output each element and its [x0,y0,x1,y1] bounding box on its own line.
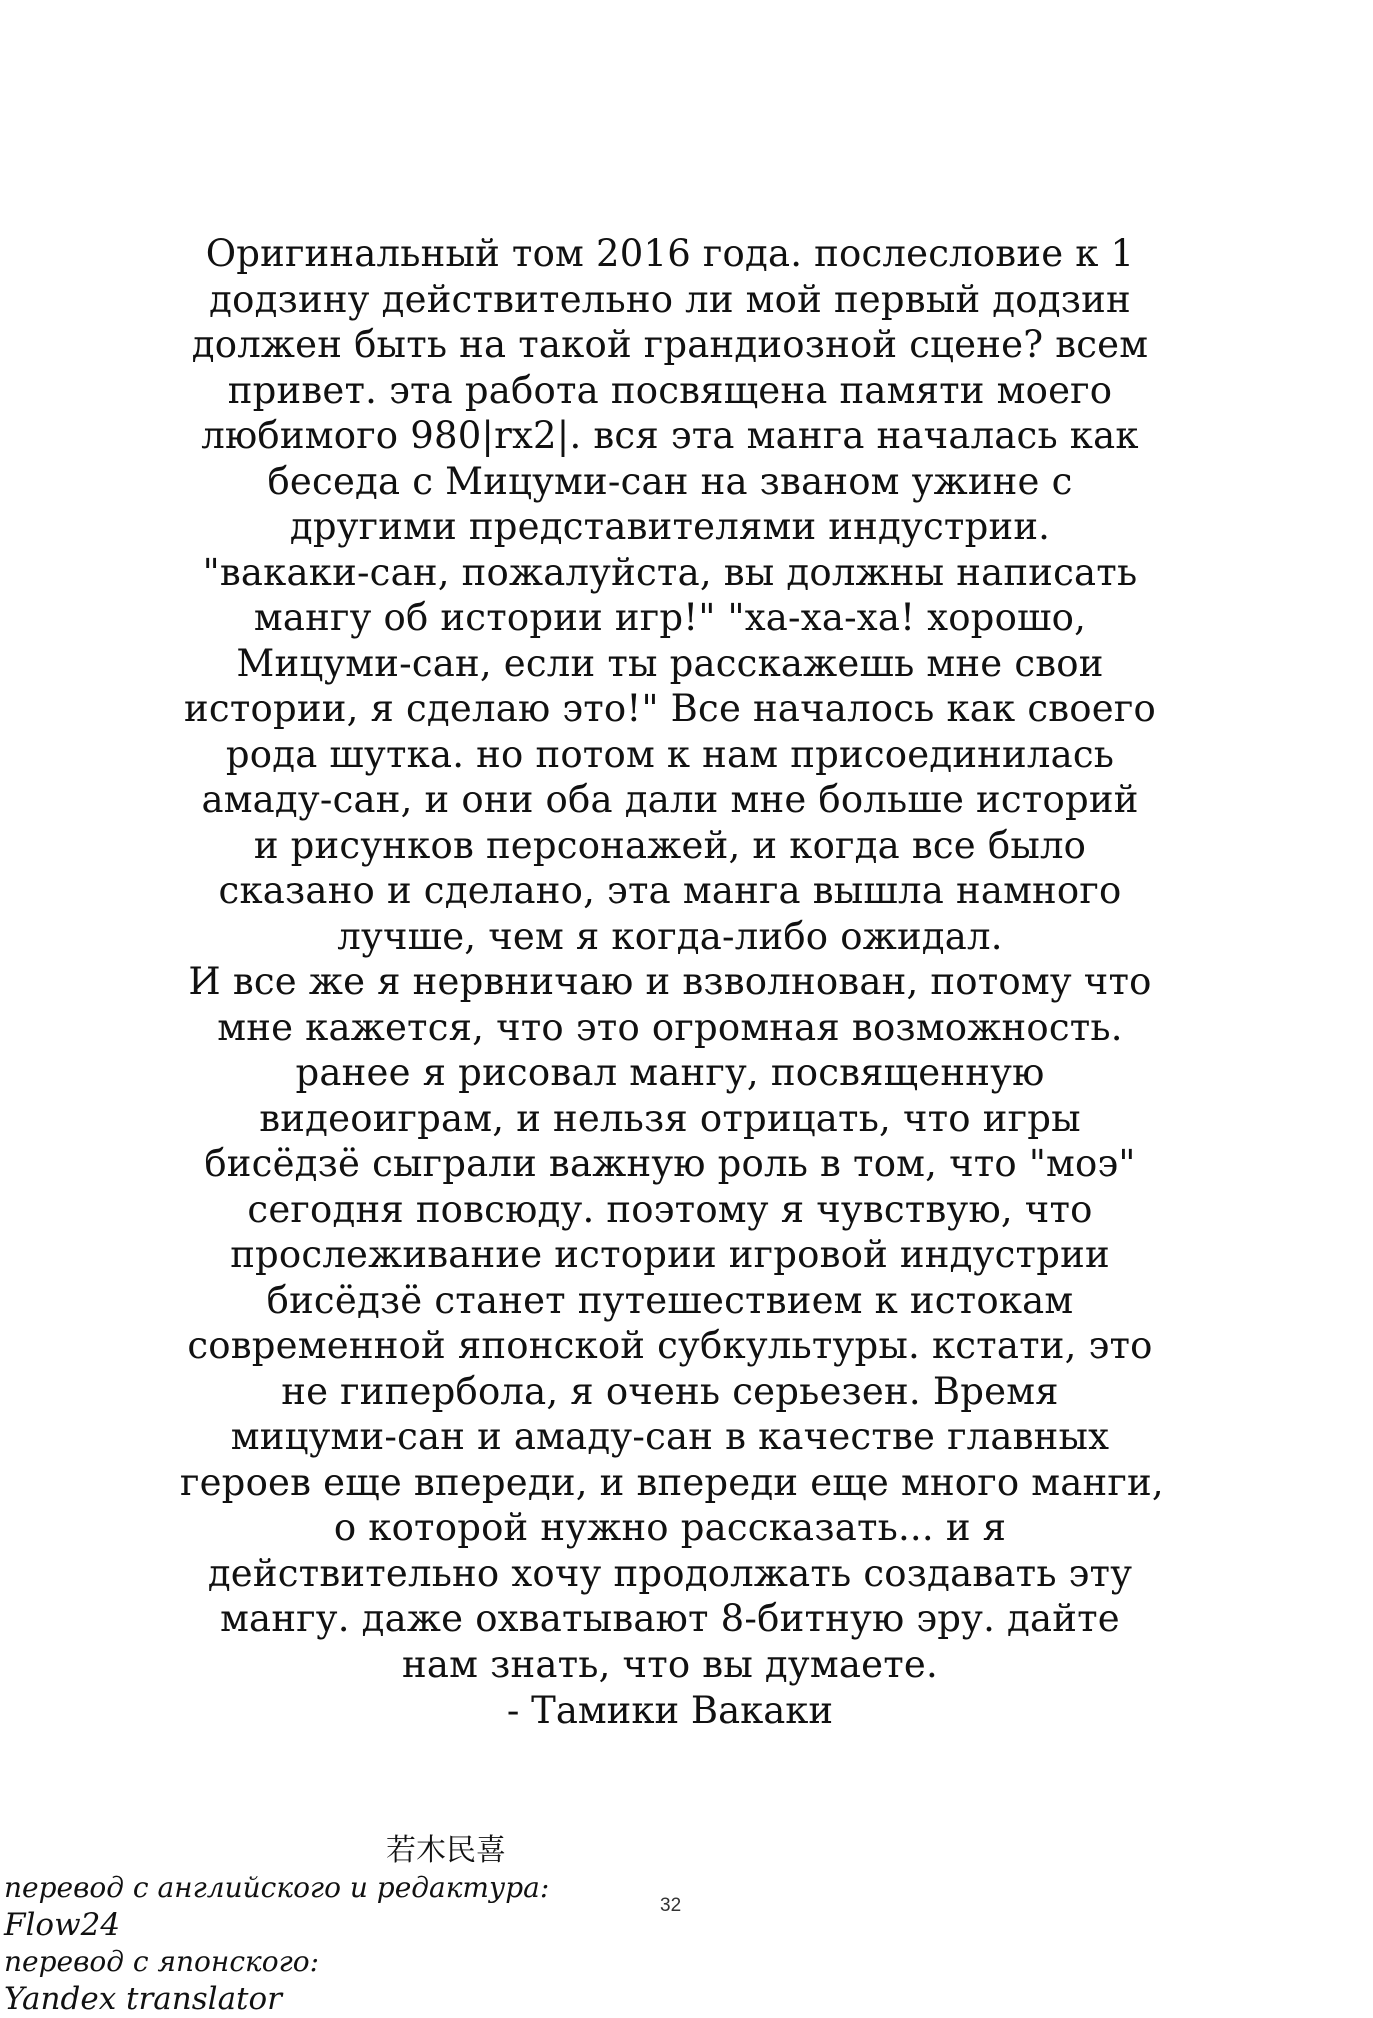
afterword-line: видеоиграм, и нельзя отрицать, что игры [259,1096,1081,1140]
afterword-line: мангу об истории игр!" "ха-ха-ха! хорошо, [253,596,1087,639]
author-signature: - Тамики Вакаки [506,1689,834,1732]
afterword-line: героев еще впереди, и впереди еще много манги, [180,1460,1164,1504]
afterword-line: и рисунков персонажей, и когда все было [253,823,1087,867]
japanese-translator-name: Yandex translator [4,1981,283,2017]
author-name-kanji: 若木民喜 [386,1833,506,1868]
afterword-line: беседа с Мицуми-сан на званом ужине с [267,459,1073,503]
afterword-line: "вакаки-сан, пожалуйста, вы должны написать [202,550,1138,594]
japanese-translation-label: перевод с японского: [4,1945,320,1978]
afterword-line: додзину действительно ли мой первый додзин [209,277,1131,321]
afterword-line: истории, я сделаю это!" Все началось как своего [184,687,1156,730]
afterword-line: бисёдзё станет путешествием к истокам [266,1278,1074,1322]
afterword-line: о которой нужно рассказать... и я [333,1506,1007,1549]
afterword-line: действительно хочу продолжать создавать эту [207,1551,1133,1595]
afterword-line: рода шутка. но потом к нам присоединилась [225,732,1115,776]
afterword-line: нам знать, что вы думаете. [402,1642,938,1686]
afterword-line: И все же я нервничаю и взволнован, потому что [188,960,1152,1003]
afterword-line: лучше, чем я когда-либо ожидал. [337,914,1003,958]
page-number: 32 [660,1895,682,1916]
afterword-line: ранее я рисовал мангу, посвященную [295,1051,1045,1094]
afterword-line: Оригинальный том 2016 года. послесловие к 1 [205,232,1135,275]
afterword-line: должен быть на такой грандиозной сцене? всем [191,323,1149,366]
afterword-line: любимого 980|rx2|. вся эта манга началась как [201,414,1139,457]
afterword-line: мицуми-сан и амаду-сан в качестве главных [230,1415,1110,1458]
english-translation-label: перевод с английского и редактура: [4,1871,550,1904]
afterword-text [180,231,1164,1687]
english-translator-name: Flow24 [4,1907,121,1943]
afterword-line: бисёдзё сыграли важную роль в том, что "моэ" [204,1142,1136,1185]
afterword-line: сегодня повсюду. поэтому я чувствую, что [247,1187,1093,1231]
translation-credits [4,1870,549,2018]
afterword-line: мне кажется, что это огромная возможность. [217,1005,1123,1049]
afterword-line: Мицуми-сан, если ты расскажешь мне свои [236,641,1104,685]
afterword-line: мангу. даже охватывают 8-битную эру. дайте [220,1597,1120,1640]
afterword-line: привет. эта работа посвящена памяти моего [227,368,1113,412]
afterword-line: амаду-сан, и они оба дали мне больше историй [201,778,1139,821]
afterword-line: не гипербола, я очень серьезен. Время [281,1369,1059,1413]
afterword-line: современной японской субкультуры. кстати, это [187,1324,1153,1367]
afterword-line: сказано и сделано, эта манга вышла намного [218,869,1122,912]
afterword-line: другими представителями индустрии. [289,505,1051,548]
afterword-line: прослеживание истории игровой индустрии [230,1233,1110,1276]
